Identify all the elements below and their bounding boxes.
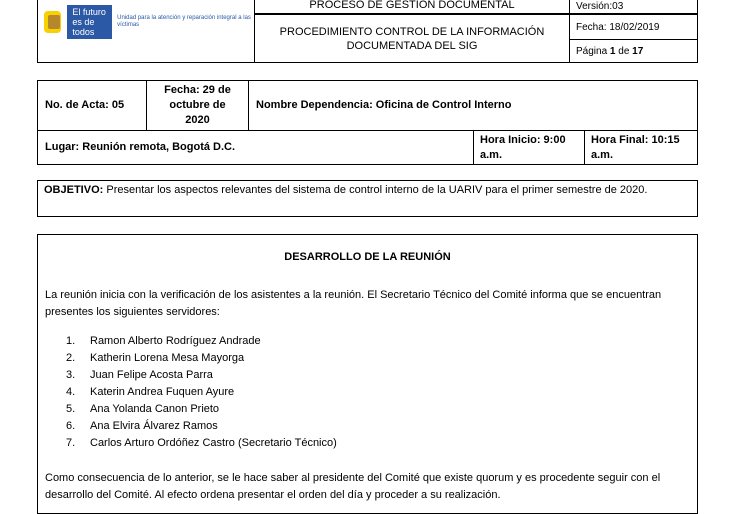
- acta-end-time-text: Hora Final: 10:15 a.m.: [591, 133, 680, 161]
- quorum-paragraph: Como consecuencia de lo anterior, se le hace saber al presidente del Comité que existe quorum y es procedente seguir con el desarrollo del Comité. Al efecto ordena presentar el orden del día y proceder a su realización.: [45, 472, 661, 501]
- acta-place-text: Lugar: Reunión remota, Bogotá D.C.: [45, 141, 236, 153]
- page-number: 1: [609, 45, 616, 57]
- acta-number-text: No. de Acta: 05: [45, 99, 125, 111]
- attendee-item: [66, 401, 337, 418]
- attendee-number: 3.: [66, 369, 76, 381]
- attendee-number: 6.: [66, 420, 76, 432]
- attendee-name: Ramon Alberto Rodríguez Andrade: [90, 335, 261, 347]
- attendee-name: Ana Elvira Álvarez Ramos: [90, 420, 218, 432]
- attendee-number: 7.: [66, 437, 76, 449]
- attendee-number: 5.: [66, 403, 76, 415]
- attendee-name: Ana Yolanda Canon Prieto: [90, 403, 220, 415]
- logo-unit-name: Unidad para la atención y reparación integral a las víctimas: [117, 15, 251, 28]
- attendee-item: [66, 384, 337, 401]
- intro-paragraph: La reunión inicia con la verificación de los asistentes a la reunión. El Secretario Técnico del Comité informa que se encuentran presentes los siguientes servidores:: [45, 289, 662, 318]
- acta-dependency: [248, 80, 698, 131]
- attendee-number: 4.: [66, 386, 76, 398]
- process-title: PROCESO DE GESTIÓN DOCUMENTAL: [254, 0, 570, 14]
- page-total: 17: [632, 45, 644, 57]
- page-of: de: [618, 45, 630, 57]
- attendee-item: [66, 350, 337, 367]
- objective-text: Presentar los aspectos relevantes del sistema de control interno de la UARIV para el primer semestre de 2020.: [103, 184, 648, 196]
- logo-cell: [37, 0, 255, 63]
- version-text: Versión:03: [576, 0, 624, 12]
- date-cell: [569, 14, 698, 40]
- acta-place: [37, 130, 474, 165]
- acta-start-time-text: Hora Inicio: 9:00 a.m.: [480, 133, 566, 161]
- development-title: DESARROLLO DE LA REUNIÓN: [284, 251, 451, 263]
- acta-date: [146, 80, 249, 131]
- version-cell: [569, 0, 698, 14]
- attendee-name: Carlos Arturo Ordóñez Castro (Secretario Técnico): [90, 437, 337, 449]
- attendee-item: [66, 367, 337, 384]
- acta-date-text: Fecha: 29 de octubre de 2020: [164, 84, 231, 126]
- attendee-number: 2.: [66, 352, 76, 364]
- attendee-item: [66, 435, 337, 452]
- page-prefix: Página: [576, 45, 608, 57]
- attendee-name: Katerin Andrea Fuquen Ayure: [90, 386, 235, 398]
- attendee-name: Katherin Lorena Mesa Mayorga: [90, 352, 245, 364]
- logo: [38, 0, 254, 39]
- attendee-number: 1.: [66, 335, 76, 347]
- attendee-item: [66, 333, 337, 350]
- logo-tagline: El futuro es de todos: [67, 5, 112, 39]
- attendee-name: Juan Felipe Acosta Parra: [90, 369, 213, 381]
- page-cell: [569, 39, 698, 63]
- attendee-list: [66, 333, 337, 452]
- objective-box: [37, 180, 698, 217]
- objective-label: OBJETIVO:: [44, 184, 104, 196]
- procedure-title: [254, 14, 570, 63]
- date-text: Fecha: 18/02/2019: [576, 21, 660, 33]
- attendee-item: [66, 418, 337, 435]
- acta-start-time: [473, 130, 585, 165]
- acta-number: [37, 80, 147, 131]
- acta-end-time: [584, 130, 698, 165]
- procedure-title-text: PROCEDIMIENTO CONTROL DE LA INFORMACIÓN DOCUMENTADA DEL SIG: [279, 25, 545, 52]
- coat-of-arms-icon: [44, 11, 61, 33]
- meeting-development: [37, 234, 698, 514]
- acta-dependency-text: Nombre Dependencia: Oficina de Control Interno: [256, 99, 512, 111]
